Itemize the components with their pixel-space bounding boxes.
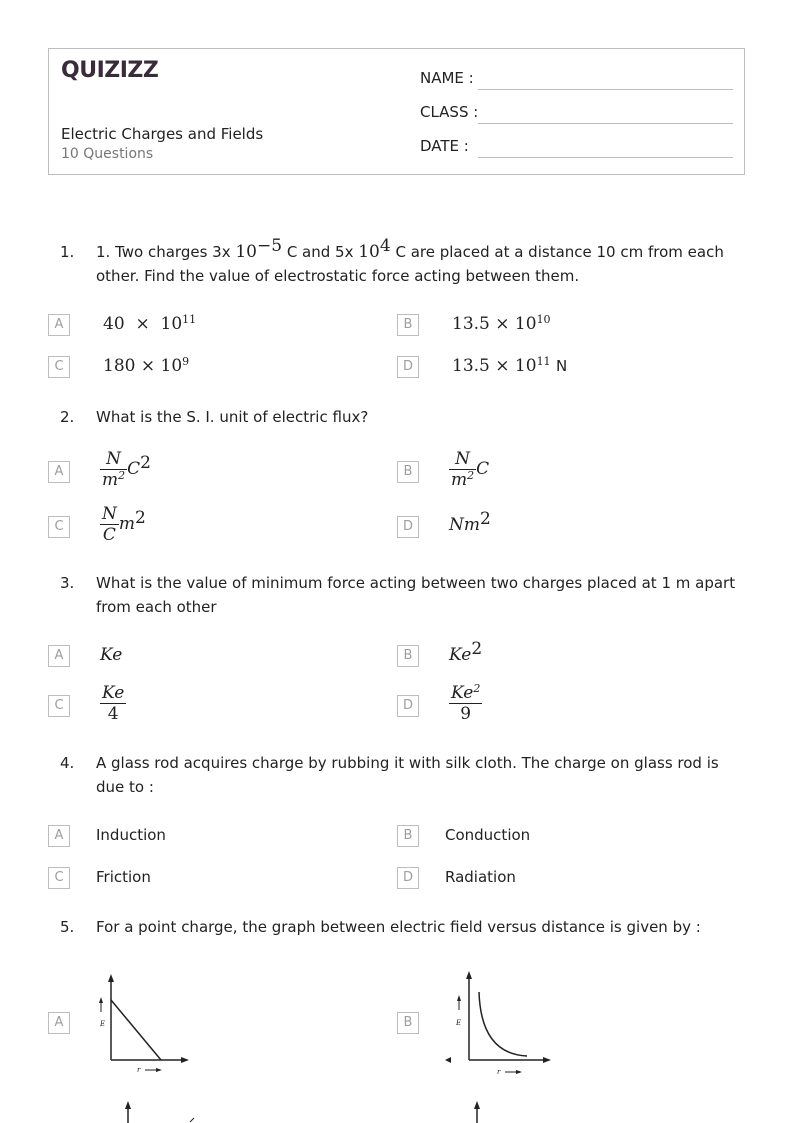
option-a-box[interactable]: A [48,461,70,483]
question-number: 5. [60,918,75,936]
name-field[interactable] [478,89,733,90]
question-number: 3. [60,574,75,592]
worksheet-title: Electric Charges and Fields [61,125,264,143]
option-d-text[interactable]: Radiation [445,868,516,886]
option-b-text[interactable]: Conduction [445,826,531,844]
option-a-box[interactable]: A [48,825,70,847]
class-label: CLASS : [420,103,479,121]
option-a-text[interactable]: $40 \times 10^{11}$ [103,313,197,334]
option-b-box[interactable]: B [397,1012,419,1034]
graph-inverse-curve[interactable] [443,968,555,1074]
option-d-box[interactable]: D [397,516,419,538]
date-label: DATE : [420,137,469,155]
option-b-text[interactable]: $\frac{N}{m^2}$ C [451,449,490,490]
question-text: What is the value of minimum force acting between two charges placed at 1 m apart from each other [96,574,736,616]
question-text: A glass rod acquires charge by rubbing it with silk cloth. The charge on glass rod is due to : [96,754,719,796]
x-axis-label: r [497,1068,501,1074]
option-d-text[interactable]: $\frac{Ke^2}{9}$ [451,682,481,724]
option-d-text[interactable]: $13.5 \times 10^{11}$ N [452,355,568,376]
option-d-box[interactable]: D [397,356,419,378]
option-c-box[interactable]: C [48,356,70,378]
option-b-box[interactable]: B [397,314,419,336]
graph-partial-c[interactable] [118,1098,208,1123]
option-a-box[interactable]: A [48,1012,70,1034]
option-c-box[interactable]: C [48,695,70,717]
option-a-box[interactable]: A [48,314,70,336]
option-b-text[interactable]: $13.5 \times 10^{10}$ [452,313,551,334]
option-d-text[interactable]: Nm$^2$ [449,509,491,535]
option-d-box[interactable]: D [397,867,419,889]
question-count: 10 Questions [61,146,154,162]
question-text: What is the S. I. unit of electric flux? [96,408,369,426]
option-c-text[interactable]: $\frac{Ke}{4}$ [102,683,125,724]
question-text: 1. Two charges 3x $10^{-5}$ C and 5x $10^4$ C are placed at a distance 10 cm from each other. Find the value of electrostatic force acting between them. [96,236,724,285]
option-a-text[interactable]: Induction [96,826,166,844]
y-axis-label: E [100,1020,106,1028]
option-a-text[interactable]: Ke [100,645,123,665]
question-number: 2. [60,408,75,426]
date-field[interactable] [478,157,733,158]
option-a-text[interactable]: $\frac{N}{m^2}$ $C^2$ [102,449,151,490]
option-b-box[interactable]: B [397,461,419,483]
option-c-text[interactable]: $\frac{N}{C}$ $m^2$ [102,504,146,545]
class-field[interactable] [478,123,733,124]
option-b-box[interactable]: B [397,825,419,847]
option-c-text[interactable]: $180 \times 10^9$ [103,355,190,376]
quizizz-logo: QUIZIZZ [61,58,159,83]
option-b-text[interactable]: Ke$^2$ [449,639,483,665]
question-text: For a point charge, the graph between electric field versus distance is given by : [96,918,701,936]
option-c-box[interactable]: C [48,516,70,538]
name-label: NAME : [420,69,474,87]
question-number: 4. [60,754,75,772]
option-d-box[interactable]: D [397,695,419,717]
question-number: 1. [60,243,75,261]
x-axis-label: r [137,1066,141,1072]
graph-linear-decrease[interactable] [95,972,195,1072]
option-c-text[interactable]: Friction [96,868,151,886]
option-a-box[interactable]: A [48,645,70,667]
graph-partial-d[interactable] [467,1098,507,1123]
y-axis-label: E [456,1019,462,1027]
option-b-box[interactable]: B [397,645,419,667]
option-c-box[interactable]: C [48,867,70,889]
